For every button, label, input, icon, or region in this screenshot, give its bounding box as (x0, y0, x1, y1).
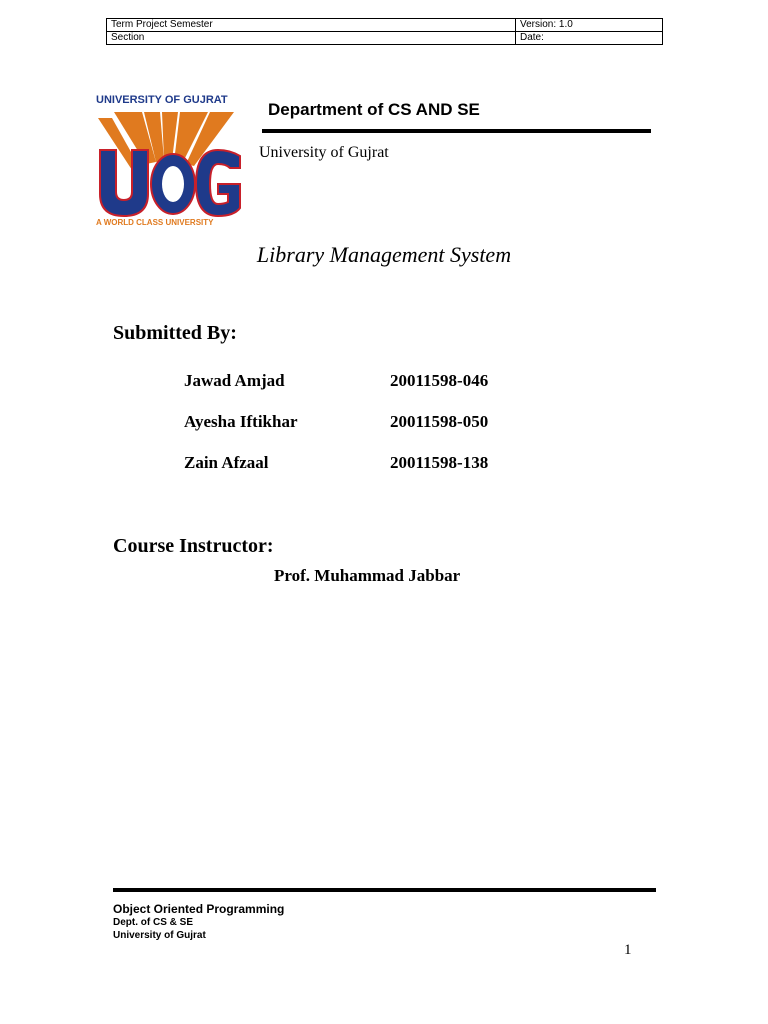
member-id: 20011598-050 (390, 412, 489, 431)
member-name: Zain Afzaal (184, 453, 269, 472)
logo-letter-o-inner (162, 166, 184, 202)
member-id: 20011598-046 (390, 371, 489, 390)
department-heading: Department of CS AND SE (268, 100, 480, 119)
header-row (107, 19, 663, 32)
footer-university: University of Gujrat (113, 930, 206, 941)
member-name: Ayesha Iftikhar (184, 412, 298, 431)
header-row (107, 32, 663, 45)
footer-course: Object Oriented Programming (113, 902, 285, 916)
university-logo (94, 92, 246, 228)
logo-top-text: UNIVERSITY OF GUJRAT (96, 94, 228, 106)
member-id: 20011598-138 (390, 453, 489, 472)
instructor-name: Prof. Muhammad Jabbar (274, 566, 461, 585)
logo-letter-u (100, 150, 148, 216)
header-section: Section (107, 32, 516, 45)
course-instructor-heading: Course Instructor: (113, 535, 274, 557)
footer-divider (113, 888, 656, 892)
header-version: Version: 1.0 (516, 19, 663, 32)
uog-logo-icon (94, 92, 246, 228)
footer-dept: Dept. of CS & SE (113, 917, 194, 928)
member-name: Jawad Amjad (184, 371, 285, 390)
header-date: Date: (516, 32, 663, 45)
logo-tagline: A WORLD CLASS UNIVERSITY (96, 218, 214, 227)
university-name: University of Gujrat (259, 144, 389, 161)
top-divider (262, 129, 651, 133)
submitted-by-heading: Submitted By: (113, 322, 237, 344)
header-table (106, 18, 663, 45)
document-title: Library Management System (256, 242, 512, 267)
header-term-project: Term Project Semester (107, 19, 516, 32)
page-number: 1 (624, 942, 632, 958)
logo-letter-g (196, 150, 240, 216)
